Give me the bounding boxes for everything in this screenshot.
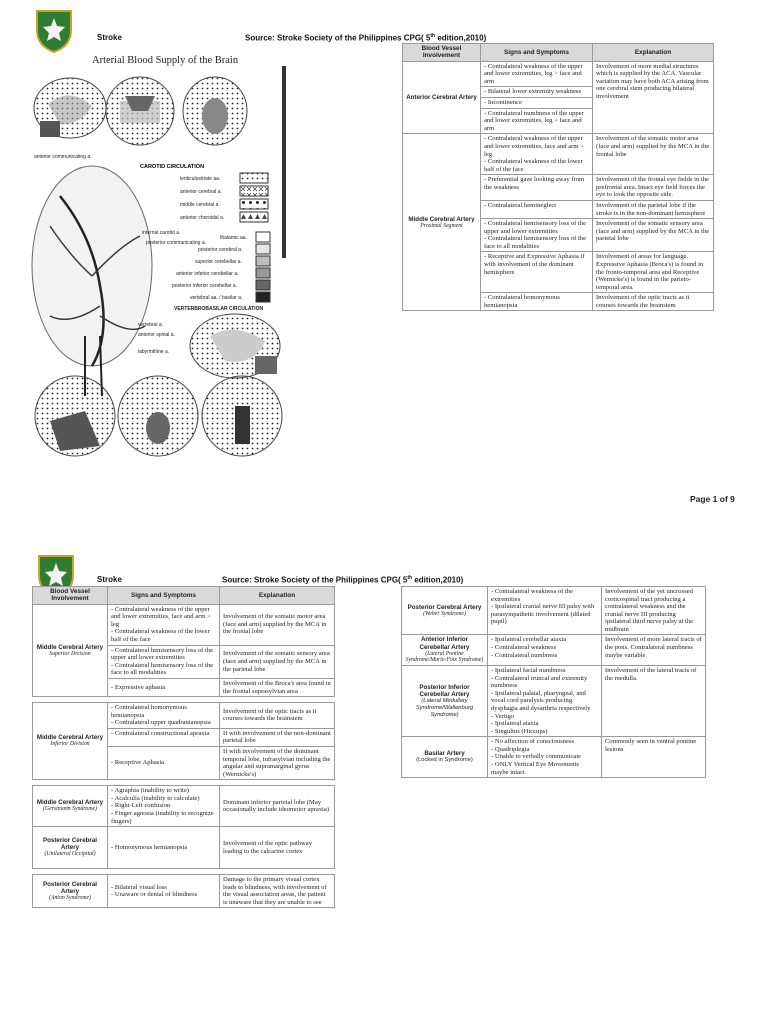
vessel-cell-aca: Anterior Cerebral Artery <box>403 61 481 134</box>
signs-cell: - Contralateral weakness of the upper and lower extremities, face and arm > leg - Contralateral weakness of the lower half of the face <box>108 604 220 645</box>
vessel-cell-aica: Anterior Inferior Cerebellar Artery (Lateral Pontine Syndrome/Marie-Foix Syndrome) <box>402 635 488 666</box>
column-header-signs: Signs and Symptoms <box>481 44 593 62</box>
explanation-cell: Involvement of the optic tracts as it courses towards the brainstem <box>220 703 335 729</box>
signs-cell: - Incontinence <box>481 98 593 109</box>
column-header-signs: Signs and Symptoms <box>108 587 220 605</box>
explanation-cell: Involvement of the somatic sensory area (face and arm) supplied by the MCA in the parietal lobe <box>220 645 335 678</box>
explanation-cell: Involvement of the somatic sensory area (face and arm) supplied by the MCA in the parietal lobe <box>593 219 714 252</box>
superior-cerebellar-label: superior cerebellar a. <box>195 259 242 265</box>
signs-cell: - Homonymous hemianopsia <box>108 827 220 869</box>
signs-cell: - Contralateral weakness of the extremities - Ipsilateral cranial nerve III palsy with parasympathetic involvement (dilated pupil) <box>488 587 602 635</box>
lenticulostriate-label: lenticulostriate aa. <box>180 176 221 182</box>
signs-cell: - Contralateral homonymous hemianopsia - Contralateral upper quadrantanopsia <box>108 703 220 729</box>
explanation-cell: Involvement of the Broca's area found in the frontal suprasylvian area <box>220 678 335 696</box>
explanation-cell: Dominant inferior parietal lobe (May occasionally include ideomotor apraxia) <box>220 786 335 827</box>
middle-cerebral-label: middle cerebral a. <box>180 202 220 208</box>
vessel-table-2 <box>32 586 335 908</box>
anterior-cerebral-label: anterior cerebral a. <box>180 189 222 195</box>
explanation-cell: Involvement of the somatic motor area (face and arm) supplied by the MCA in the frontal lobe <box>220 604 335 645</box>
table-header-row <box>33 587 335 605</box>
signs-cell: - Contralateral weakness of the upper and lower extremities, leg > face and arm <box>481 61 593 87</box>
vertebral-basilar-label: vertebral aa. / basilar a. <box>190 295 243 301</box>
signs-cell: - Contralateral constructional apraxia <box>108 728 220 746</box>
signs-cell: - Contralateral hemisensory loss of the upper and lower extremities - Contralateral hemisensory loss of the face to all modalities <box>481 219 593 252</box>
vessel-cell-pica: Posterior Inferior Cerebellar Artery (Lateral Medullary Syndrome/Wallenburg Syndrome) <box>402 666 488 737</box>
column-header-explanation: Explanation <box>220 587 335 605</box>
vessel-cell-weber: Posterior Cerebral Artery (Weber Syndrome) <box>402 587 488 635</box>
figure-title: Arterial Blood Supply of the Brain <box>92 55 239 66</box>
document-page-2 <box>0 540 768 1024</box>
vessel-cell-mca-proximal: Middle Cerebral Artery Proximal Segment <box>403 134 481 311</box>
vessel-table-3 <box>401 586 706 778</box>
table-row <box>33 827 335 869</box>
vessel-cell-mca-inferior: Middle Cerebral Artery Inferior Division <box>33 703 108 780</box>
signs-cell: - Contralateral homonymous hemianopsia <box>481 293 593 311</box>
vertebrobasilar-circulation-label: VERTERBROBASILAR CIRCULATION <box>174 306 264 312</box>
posterior-communicating-label: posterior communicating a. <box>146 240 207 246</box>
signs-cell: - Bilateral visual loss - Unaware or denial of blindness <box>108 875 220 908</box>
table-row <box>33 875 335 908</box>
table-row <box>402 666 706 737</box>
vessel-table-1 <box>402 43 714 311</box>
signs-cell: - Receptive Aphasia <box>108 746 220 779</box>
table-header-row <box>403 44 714 62</box>
source-citation: Source: Stroke Society of the Philippines CPG( 5th edition,2010) <box>222 575 464 585</box>
signs-cell: - Expressive aphasia <box>108 678 220 696</box>
table-row <box>402 737 706 778</box>
signs-cell: - Bilateral lower extremity weakness <box>481 87 593 98</box>
source-citation: Source: Stroke Society of the Philippines CPG( 5th edition,2010) <box>245 33 487 43</box>
explanation-cell: Involvement of areas for language. Expressive Aphasia (Broca's) is found in the fronto-temporal area and Receptive (Wernicke's) is found in the parieto-temporal area. <box>593 252 714 293</box>
signs-cell: - Preferential gaze looking away from the weakness <box>481 175 593 201</box>
column-header-vessel: Blood Vessel Involvement <box>403 44 481 62</box>
anterior-spinal-label: anterior spinal a. <box>138 332 175 338</box>
table-row <box>403 134 714 175</box>
signs-cell: - Ipsilateral cerebellar ataxia - Contralateral weakness - Contralateral numbness <box>488 635 602 666</box>
explanation-cell: Involvement of the frontal eye fields in the prefrontal area. Intact eye field forces the eye to look the opposite side. <box>593 175 714 201</box>
table-row <box>33 604 335 645</box>
aica-label: anterior inferior cerebellar a. <box>176 271 239 277</box>
anterior-communicating-label: anterior communicating a. <box>34 154 92 160</box>
vessel-cell-pca-anton: Posterior Cerebral Artery (Anton Syndrome) <box>33 875 108 908</box>
explanation-cell: Involvement of more lateral tracts of the pons. Contralateral numbness maybe variable <box>602 635 706 666</box>
signs-cell: - Contralateral numbness of the upper and lower extremities, leg > face and arm <box>481 108 593 134</box>
signs-cell: - Ipsilateral facial numbness - Contralateral truncal and extremity numbness - Ipsilateral palatal, pharyngeal, and vocal cord paralysis producing dysphagia and dysarthria respectively - Vertigo - Ipsilateral ataxia - Singultus (Hiccups) <box>488 666 602 737</box>
explanation-cell: Involvement of the somatic motor area (face and arm) supplied by the MCA in the frontal lobe <box>593 134 714 175</box>
vertebral-label: vertebral a. <box>138 322 164 328</box>
signs-cell: - Agraphia (inability to write) - Acalculia (inability to calculate) - Right-Left confusion - Finger agnosia (inability to recognize fingers) <box>108 786 220 827</box>
explanation-cell: Involvement of the lateral tracts of the medulla. <box>602 666 706 737</box>
table-row <box>403 61 714 87</box>
explanation-cell: Damage to the primary visual cortex leads to blindness, with involvement of the visual association areas, the patient is unaware that they are unable to see <box>220 875 335 908</box>
doc-title: Stroke <box>97 575 122 584</box>
table-row <box>402 635 706 666</box>
table-row <box>33 786 335 827</box>
explanation-cell: Involvement of the optic pathway leading to the calcarine cortex <box>220 827 335 869</box>
internal-carotid-label: internal carotid a. <box>142 230 181 236</box>
table-row <box>33 703 335 729</box>
explanation-cell: Involvement of the yet uncrossed corticospinal tract producing a contralateral weakness and the cranial nerve III producing ipsilateral third nerve palsy at the midbrain <box>602 587 706 635</box>
signs-cell: - Receptive and Expressive Aphasia if with involvement of the dominant hemisphere <box>481 252 593 293</box>
doc-title: Stroke <box>97 33 122 42</box>
explanation-cell: Involvement of more medial structures which is supplied by the ACA. Vascular variation may have both ACA arising from one cerebral stem producing bilateral involvement <box>593 61 714 134</box>
labyrinthine-label: labyrinthine a. <box>138 349 170 355</box>
carotid-circulation-label: CAROTID CIRCULATION <box>140 164 205 170</box>
explanation-cell: If with involvement of the dominant temporal lobe, infrasylvian including the angular and supramarginal gyrus (Wernicke's) <box>220 746 335 779</box>
explanation-cell: Involvement of the optic tracts as it courses towards the brainstem <box>593 293 714 311</box>
anterior-choroidal-label: anterior choroidal a. <box>180 215 225 221</box>
explanation-cell: Commonly seen in ventral pontine lesions <box>602 737 706 778</box>
vessel-cell-mca-superior: Middle Cerebral Artery Superior Division <box>33 604 108 696</box>
thalamic-label: thalamic aa. <box>220 235 247 241</box>
shield-logo-icon <box>34 8 74 54</box>
pica-label: posterior inferior cerebellar a. <box>172 283 238 289</box>
brain-arteries-diagram <box>30 66 286 460</box>
signs-cell: - Contralateral hemineglect <box>481 200 593 218</box>
vessel-cell-gerstmann: Middle Cerebral Artery (Gerstmann Syndrome) <box>33 786 108 827</box>
vessel-cell-pca-unilateral: Posterior Cerebral Artery (Unilateral Occipital) <box>33 827 108 869</box>
column-header-vessel: Blood Vessel Involvement <box>33 587 108 605</box>
table-row <box>402 587 706 635</box>
column-header-explanation: Explanation <box>593 44 714 62</box>
vessel-cell-basilar: Basilar Artery (Locked in Syndrome) <box>402 737 488 778</box>
explanation-cell: Involvement of the parietal lobe if the stroke is in the non-dominant hemisphere <box>593 200 714 218</box>
signs-cell: - No affection of consciousness - Quadriplegia - Unable to verbally communicate - ONLY Vertical Eye Movements maybe intact <box>488 737 602 778</box>
posterior-cerebral-label: posterior cerebral a. <box>198 247 243 253</box>
explanation-cell: If with involvement of the non-dominant parietal lobe <box>220 728 335 746</box>
page-number: Page 1 of 9 <box>690 494 735 504</box>
signs-cell: - Contralateral weakness of the upper and lower extremities, face and arm > leg - Contralateral weakness of the lower half of the face <box>481 134 593 175</box>
signs-cell: - Contralateral hemisensory loss of the upper and lower extremities - Contralateral hemisensory loss of the face to all modalities <box>108 645 220 678</box>
